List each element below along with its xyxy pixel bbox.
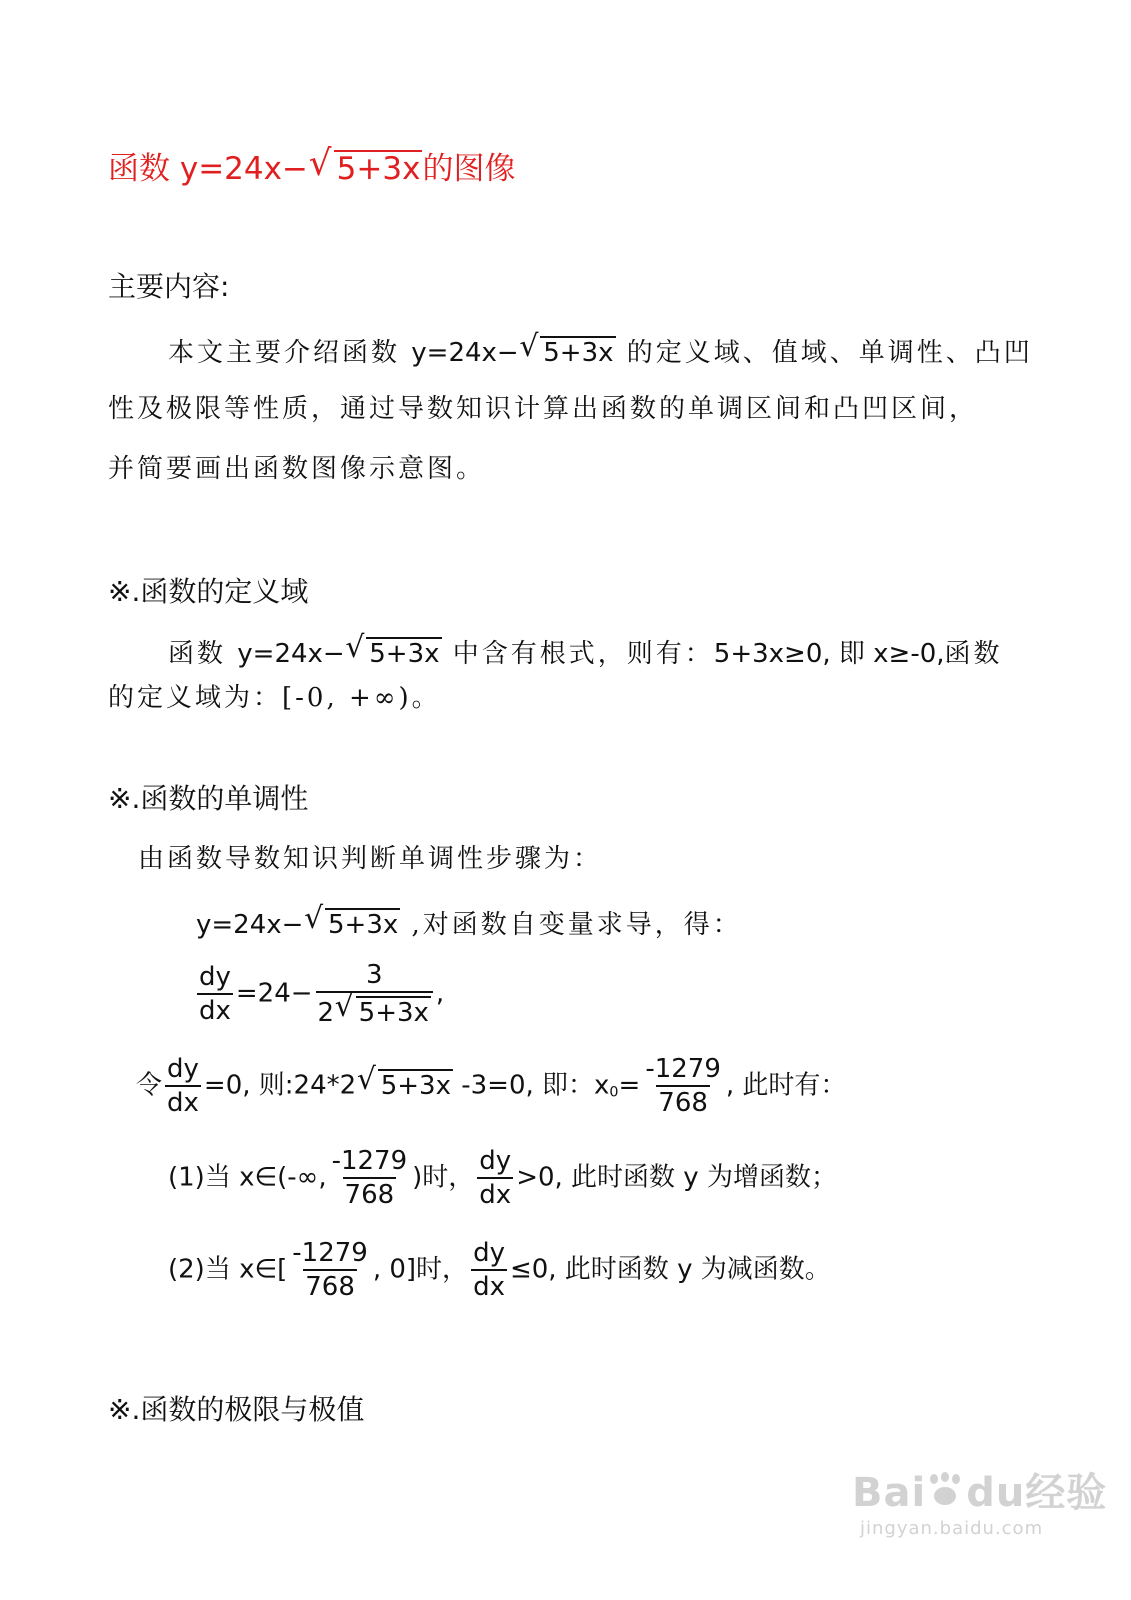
derivative-formula: $\frac{dy}{dx}$ =24− $\frac{3}{2√ 5+3x}$ , xyxy=(194,962,444,1026)
mono-intro: 由函数导数知识判断单调性步骤为： xyxy=(138,844,603,874)
intro-line-1: 本文主要介绍函数 y=24x−√ 5+3x 的定义域、值域、单调性、凸凹 xyxy=(168,336,1033,366)
title-prefix: 函数 y=24x− xyxy=(108,151,308,187)
paw-icon xyxy=(926,1472,966,1510)
domain-line-2: 的定义域为：[-0, +∞)。 xyxy=(108,683,441,713)
baidu-watermark-url: jingyan.baidu.com xyxy=(860,1518,1044,1539)
page-title xyxy=(108,150,515,185)
title-sqrt: √ 5+3x xyxy=(310,150,423,185)
domain-line-1: 函数 y=24x−√ 5+3x 中含有根式，则有：5+3x≥0, 即 x≥-0,函数 xyxy=(168,637,1003,667)
domain-heading: ※.函数的定义域 xyxy=(108,575,309,608)
intro-line-3: 并简要画出函数图像示意图。 xyxy=(108,454,486,484)
mono-heading: ※.函数的单调性 xyxy=(108,782,309,815)
critical-point-line: 令 $\frac{dy}{dx}$ =0, 则:24*2√ 5+3x -3=0, 即：x0= $\frac{-1279}{768}$ , 此时有： xyxy=(136,1056,846,1116)
baidu-watermark-logo: Bai du经验 xyxy=(852,1470,1108,1516)
mono-func-line: y=24x−√ 5+3x ,对函数自变量求导，得： xyxy=(196,908,742,938)
intro-line-2: 性及极限等性质，通过导数知识计算出函数的单调区间和凸凹区间， xyxy=(108,394,979,424)
three-over-sqrt-fraction: $\frac{3}{2√ 5+3x}$ xyxy=(316,962,433,1026)
critical-value-fraction: $\frac{-1279}{768}$ xyxy=(645,1054,721,1118)
limit-heading: ※.函数的极限与极值 xyxy=(108,1393,365,1426)
intro-heading: 主要内容: xyxy=(108,270,230,303)
intro-func: y=24x−√ 5+3x xyxy=(411,338,615,368)
case-1: (1)当 x∈(-∞, $\frac{-1279}{768}$ )时， $\frac{dy}{dx}$ >0, 此时函数 y 为增函数； xyxy=(168,1146,837,1210)
case-2: (2)当 x∈[ $\frac{-1279}{768}$ , 0]时， $\frac{dy}{dx}$ ≤0, 此时函数 y 为减函数。 xyxy=(168,1238,831,1302)
dy-dx-fraction: $\frac{dy}{dx}$ xyxy=(199,962,231,1026)
title-suffix: 的图像 xyxy=(422,151,516,187)
